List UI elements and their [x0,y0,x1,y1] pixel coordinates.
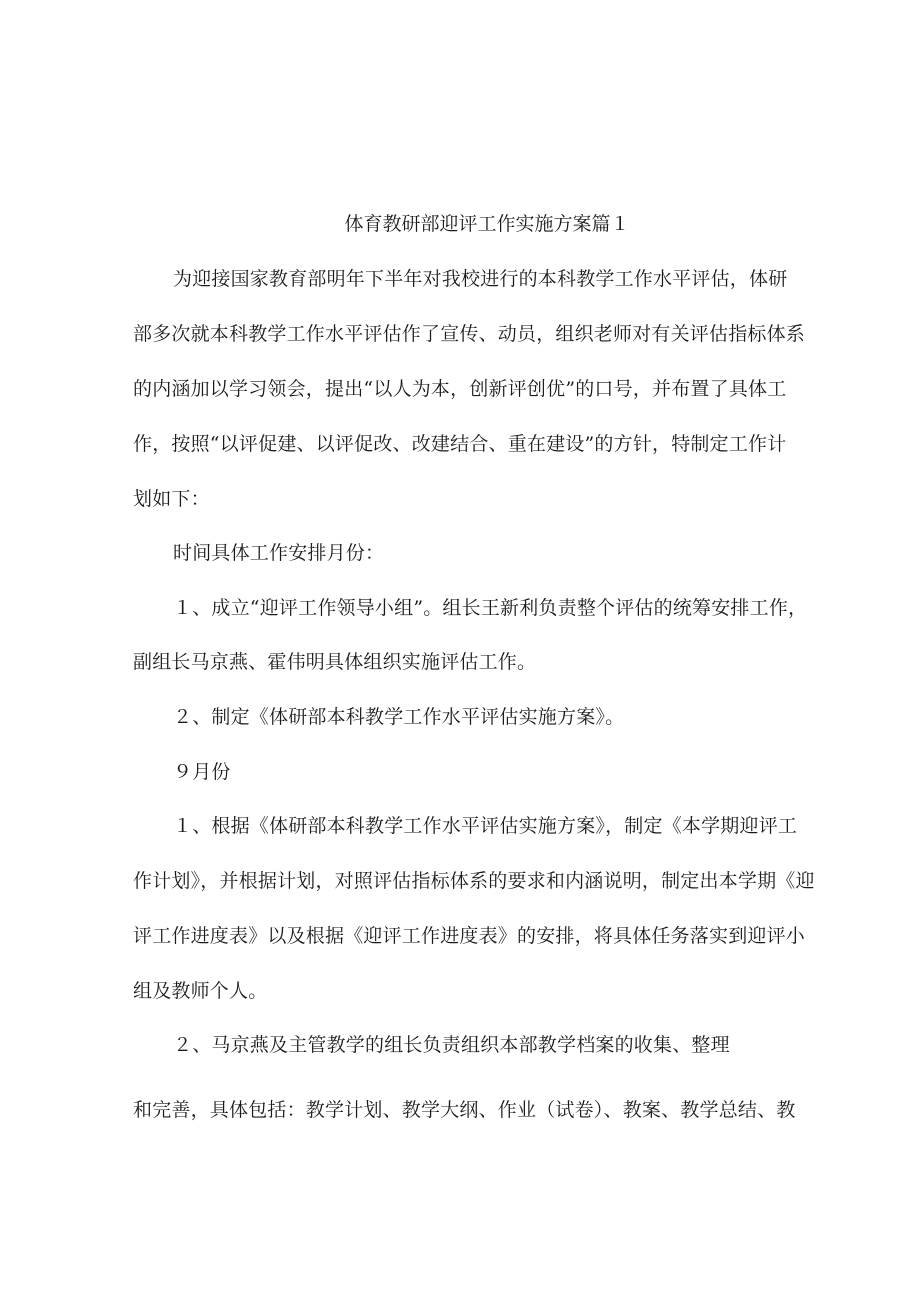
paragraph-line: 部多次就本科教学工作水平评估作了宣传、动员，组织老师对有关评估指标体系 [133,323,806,345]
paragraph-line: 副组长马京燕、霍伟明具体组织实施评估工作。 [133,651,537,673]
paragraph-line: 和完善，具体包括：教学计划、教学大纲、作业（试卷）、教案、教学总结、教 [133,1099,796,1121]
paragraph-line: 作计划》，并根据计划，对照评估指标体系的要求和内涵说明，制定出本学期《迎 [133,870,815,892]
paragraph-line: 组及教师个人。 [133,980,268,1002]
paragraph-line: 作，按照“以评促建、以评促改、改建结合、重在建设”的方针，特制定工作计 [133,433,787,455]
paragraph-line: 为迎接国家教育部明年下半年对我校进行的本科教学工作水平评估，体研 [173,268,788,290]
paragraph-line: 划如下： [133,488,210,510]
document-title: 体育教研部迎评工作实施方案篇１ [344,213,630,235]
paragraph-line: ２、制定《体研部本科教学工作水平评估实施方案》。 [173,706,625,728]
paragraph-line: 时间具体工作安排月份： [173,542,385,564]
paragraph-line: １、成立“迎评工作领导小组”。组长王新利负责整个评估的统筹安排工作， [173,597,808,619]
paragraph-line: １、根据《体研部本科教学工作水平评估实施方案》，制定《本学期迎评工 [173,815,798,837]
paragraph-line: 评工作进度表》以及根据《迎评工作进度表》的安排，将具体任务落实到迎评小 [133,925,806,947]
paragraph-line: ９月份 [173,761,231,783]
paragraph-line: ２、马京燕及主管教学的组长负责组织本部教学档案的收集、整理 [173,1034,730,1056]
paragraph-line: 的内涵加以学习领会，提出“以人为本，创新评创优”的口号，并布置了具体工 [133,378,787,400]
